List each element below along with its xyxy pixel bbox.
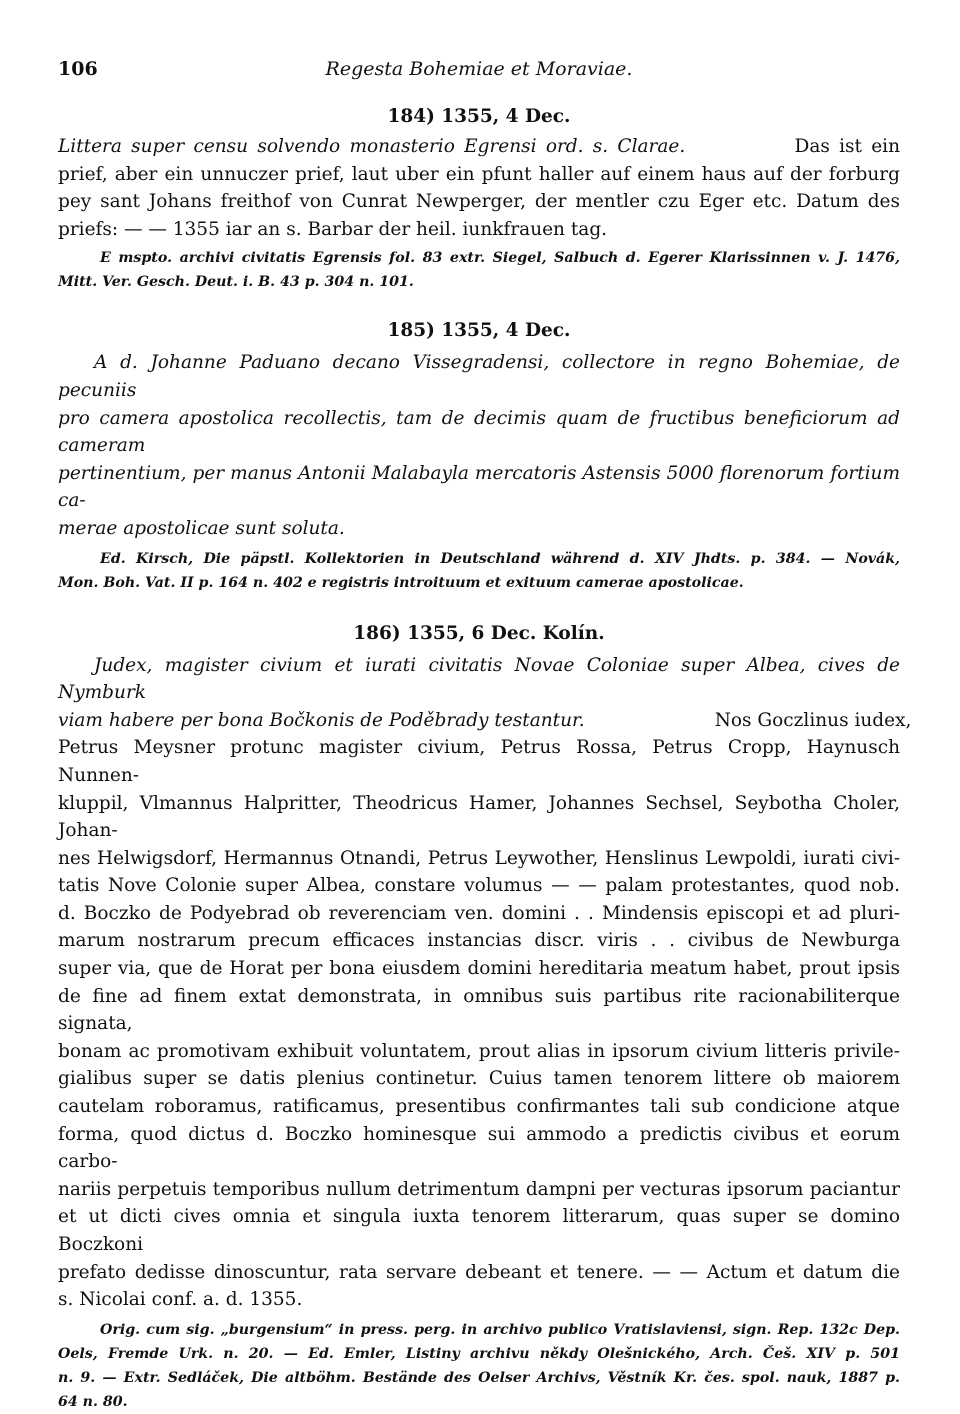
text-line: prefato dedisse dinoscuntur, rata servare debeant et tenere. — — Actum et datum die <box>58 1261 900 1283</box>
entry-summary: Littera super censu solvendo monasterio Egrensi ord. s. Clarae. <box>58 136 686 157</box>
entry-text <box>58 652 912 1314</box>
note-line: Oels, Fremde Urk. n. 20. — Ed. Emler, Listiny archivu někdy Olešnického, Arch. Češ. XIV p. 501 <box>58 1345 900 1362</box>
text-line: pro camera apostolica recollectis, tam de decimis quam de fructibus beneficiorum ad cameram <box>58 407 900 457</box>
entry-notes <box>58 547 900 595</box>
note-line: Orig. cum sig. „burgensium“ in press. perg. in archivo publico Vratislaviensi, sign. Rep. 132c Dep. <box>100 1321 900 1338</box>
text-line: de fine ad finem extat demonstrata, in omnibus suis partibus rite racionabiliterque signata, <box>58 985 900 1035</box>
text-line: d. Boczko de Podyebrad ob reverenciam ven. domini . . Mindensis episcopi et ad pluri- <box>58 902 900 924</box>
entry-heading <box>58 623 900 644</box>
text-fragment: Das ist ein <box>794 136 900 157</box>
text-line <box>58 707 912 735</box>
text-line: bonam ac promotivam exhibuit voluntatem, prout alias in ipsorum civium litteris privile- <box>58 1040 900 1062</box>
text-line: tatis Nove Colonie super Albea, constare volumus — — palam protestantes, quod nob. <box>58 875 900 897</box>
text-line: s. Nicolai conf. a. d. 1355. <box>58 1289 303 1311</box>
text-line: cautelam roboramus, ratificamus, presentibus confirmantes tali sub condicione atque <box>58 1096 900 1118</box>
entry-185 <box>58 320 900 594</box>
entry-text <box>58 133 900 243</box>
note-line: Ed. Kirsch, Die päpstl. Kollektorien in Deutschland während d. XIV Jhdts. p. 384. — Novák, <box>100 550 900 567</box>
text-line: forma, quod dictus d. Boczko hominesque sui ammodo a predictis civibus et eorum carbo- <box>58 1123 900 1173</box>
text-line: priefs: — — 1355 iar an s. Barbar der heil. iunkfrauen tag. <box>58 218 608 240</box>
text-line: gialibus super se datis plenius continetur. Cuius tamen tenorem littere ob maiorem <box>58 1068 900 1090</box>
text-line <box>58 133 900 161</box>
text-line: A d. Johanne Paduano decano Vissegradensi, collectore in regno Bohemiae, de pecuniis <box>58 352 900 401</box>
text-line: merae apostolicae sunt soluta. <box>58 517 345 539</box>
text-line: pertinentium, per manus Antonii Malabayla mercatoris Astensis 5000 florenorum fortium ca- <box>58 462 900 512</box>
text-line: prief, aber ein unnuczer prief, laut uber ein pfunt haller auf einem haus auf der forburg <box>58 163 900 185</box>
entry-summary: viam habere per bona Bočkonis de Poděbrady testantur. <box>58 709 585 731</box>
entry-number-date: 184) 1355, 4 Dec. <box>387 106 571 127</box>
note-line: E mspto. archivi civitatis Egrensis fol. 83 extr. Siegel, Salbuch d. Egerer Klarissinnen v. J. 1476, <box>100 250 900 267</box>
running-head <box>58 54 900 88</box>
entry-notes <box>58 1318 900 1414</box>
text-line: Petrus Meysner protunc magister civium, Petrus Rossa, Petrus Cropp, Haynusch Nunnen- <box>58 737 900 786</box>
running-title: Regesta Bohemiae et Moraviae. <box>325 58 633 80</box>
text-line: Judex, magister civium et iurati civitatis Novae Coloniae super Albea, cives de Nymburk <box>58 654 900 704</box>
entry-number-date: 185) 1355, 4 Dec. <box>387 320 571 342</box>
text-line: nes Helwigsdorf, Hermannus Otnandi, Petrus Leywother, Henslinus Lewpoldi, iurati civi- <box>58 847 900 869</box>
entry-184 <box>58 106 900 294</box>
entry-186 <box>58 622 912 1414</box>
note-line: Mon. Boh. Vat. II p. 164 n. 402 e registris introituum et exituum camerae apostolicae. <box>58 574 744 591</box>
entry-number-date: 186) 1355, 6 Dec. Kolín. <box>353 622 605 644</box>
entry-notes <box>58 246 900 294</box>
entry-summary <box>58 349 900 542</box>
note-line: n. 9. — Extr. Sedláček, Die altböhm. Bestände des Oelser Archivs, Věstník Kr. čes. spol. nauk, 1887 p. <box>58 1369 900 1386</box>
text-line: kluppil, Vlmannus Halpritter, Theodricus Hamer, Johannes Sechsel, Seybotha Choler, Johan- <box>58 792 900 842</box>
entry-heading <box>58 320 900 341</box>
text-line: pey sant Johans freithof von Cunrat Newperger, der mentler czu Eger etc. Datum des <box>58 191 900 213</box>
text-fragment: Nos Goczlinus iudex, <box>714 709 912 731</box>
text-line: super via, que de Horat per bona eiusdem domini hereditaria meatum habet, prout ipsis <box>58 958 900 980</box>
note-line: Mitt. Ver. Gesch. Deut. i. B. 43 p. 304 n. 101. <box>58 274 414 291</box>
page-number: 106 <box>58 58 98 80</box>
text-line: nariis perpetuis temporibus nullum detrimentum dampni per vecturas ipsorum paciantur <box>58 1178 900 1200</box>
entry-heading <box>58 106 900 127</box>
page <box>58 54 912 1414</box>
text-line: et ut dicti cives omnia et singula iuxta tenorem litterarum, quas super se domino Boczkoni <box>58 1206 900 1255</box>
note-line: 64 n. 80. <box>58 1393 128 1410</box>
text-line: marum nostrarum precum efficaces instancias discr. viris . . civibus de Newburga <box>58 930 900 952</box>
